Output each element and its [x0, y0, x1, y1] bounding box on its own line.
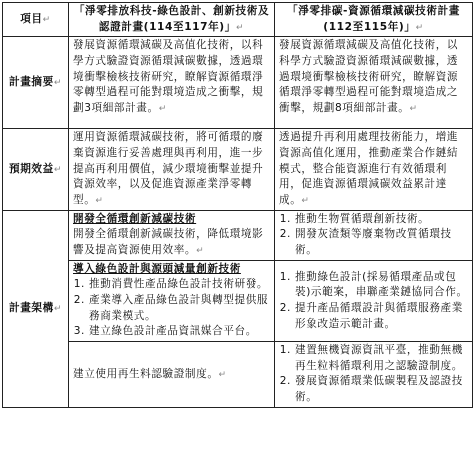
framework-row-2	[3, 260, 473, 341]
header-item: 項目↵	[3, 3, 69, 37]
sec3-col2-item: 1. 建置無機資源資訊平臺，推動無機再生粒料循環利用之認驗證制度。	[295, 343, 468, 374]
sec2-col1-item: 2. 產業導入產品綠色設計與轉型提供服務商業模式。	[89, 293, 270, 324]
sec2-col1-item: 1. 推動消費性產品綠色設計技術研發。	[89, 277, 270, 293]
framework-row-3	[3, 342, 473, 408]
sec2-col2-item: 2. 提升產品循環設計與循環服務產業形象改造示範計畫。	[295, 301, 468, 332]
comparison-table	[2, 2, 473, 408]
sec2-col2-item: 1. 推動綠色設計(採易循環產品或包裝)示範案，串聯產業鏈協同合作。	[295, 270, 468, 301]
summary-row	[3, 37, 473, 129]
framework-label: 計畫架構↵	[3, 210, 69, 407]
summary-col2: 發展資源循環減碳及高值化技術，以科學方式驗證資源循環減碳數據，透過環境衝擊檢核技術研究，瞭解資源循環淨零轉型過程可能對環境造成之衝擊，規劃8項細部計畫。↵	[275, 37, 473, 129]
sec1-col2-item: 1. 推動生物質循環創新技術。	[295, 212, 468, 228]
summary-col1: 發展資源循環減碳及高值化技術，以科學方式驗證資源循環減碳數據，透過環境衝擊檢核技術研究，瞭解資源循環淨零轉型過程可能對環境造成之衝擊，規劃3項細部計畫。↵	[69, 37, 275, 129]
framework-sec2-col2	[275, 260, 473, 341]
sec2-title: 導入綠色設計與源頭減量創新技術	[73, 262, 241, 275]
framework-sec3-col1: 建立使用再生料認驗證制度。↵	[69, 342, 275, 408]
framework-sec3-col2	[275, 342, 473, 408]
benefit-row	[3, 129, 473, 210]
sec1-body: 開發全循環創新減碳技術，降低環境影響及提高資源使用效率。↵	[73, 228, 264, 257]
benefit-col2: 透過提升再利用處理技術能力，增進資源高值化運用，推動產業合作鏈結模式，整合能資源進行有效循環利用，促進資源循環減碳效益累計達成。↵	[275, 129, 473, 210]
sec1-title: 開發全循環創新減碳技術	[73, 212, 197, 225]
benefit-col1: 運用資源循環減碳技術，將可循環的廢棄資源進行妥善處理與再利用，進一步提高再利用價值，減少環境衝擊並提升資源效率，以及促進資源產業淨零轉型。↵	[69, 129, 275, 210]
header-col1: 「淨零排放科技-綠色設計、創新技術及認證計畫(114至117年)」↵	[69, 3, 275, 37]
framework-row-1	[3, 210, 473, 260]
summary-label: 計畫摘要↵	[3, 37, 69, 129]
header-row	[3, 3, 473, 37]
sec1-col2-item: 2. 開發灰渣類等廢棄物改質循環技術。	[295, 227, 468, 258]
header-col2: 「淨零排碳-資源循環減碳技術計畫(112至115年)」↵	[275, 3, 473, 37]
framework-sec1-col1	[69, 210, 275, 260]
framework-sec1-col2	[275, 210, 473, 260]
sec2-col1-item: 3. 建立綠色設計產品資訊媒合平台。	[89, 324, 270, 340]
sec3-col2-item: 2. 發展資源循環業低碳製程及認證技術。	[295, 374, 468, 405]
framework-sec2-col1	[69, 260, 275, 341]
benefit-label: 預期效益↵	[3, 129, 69, 210]
